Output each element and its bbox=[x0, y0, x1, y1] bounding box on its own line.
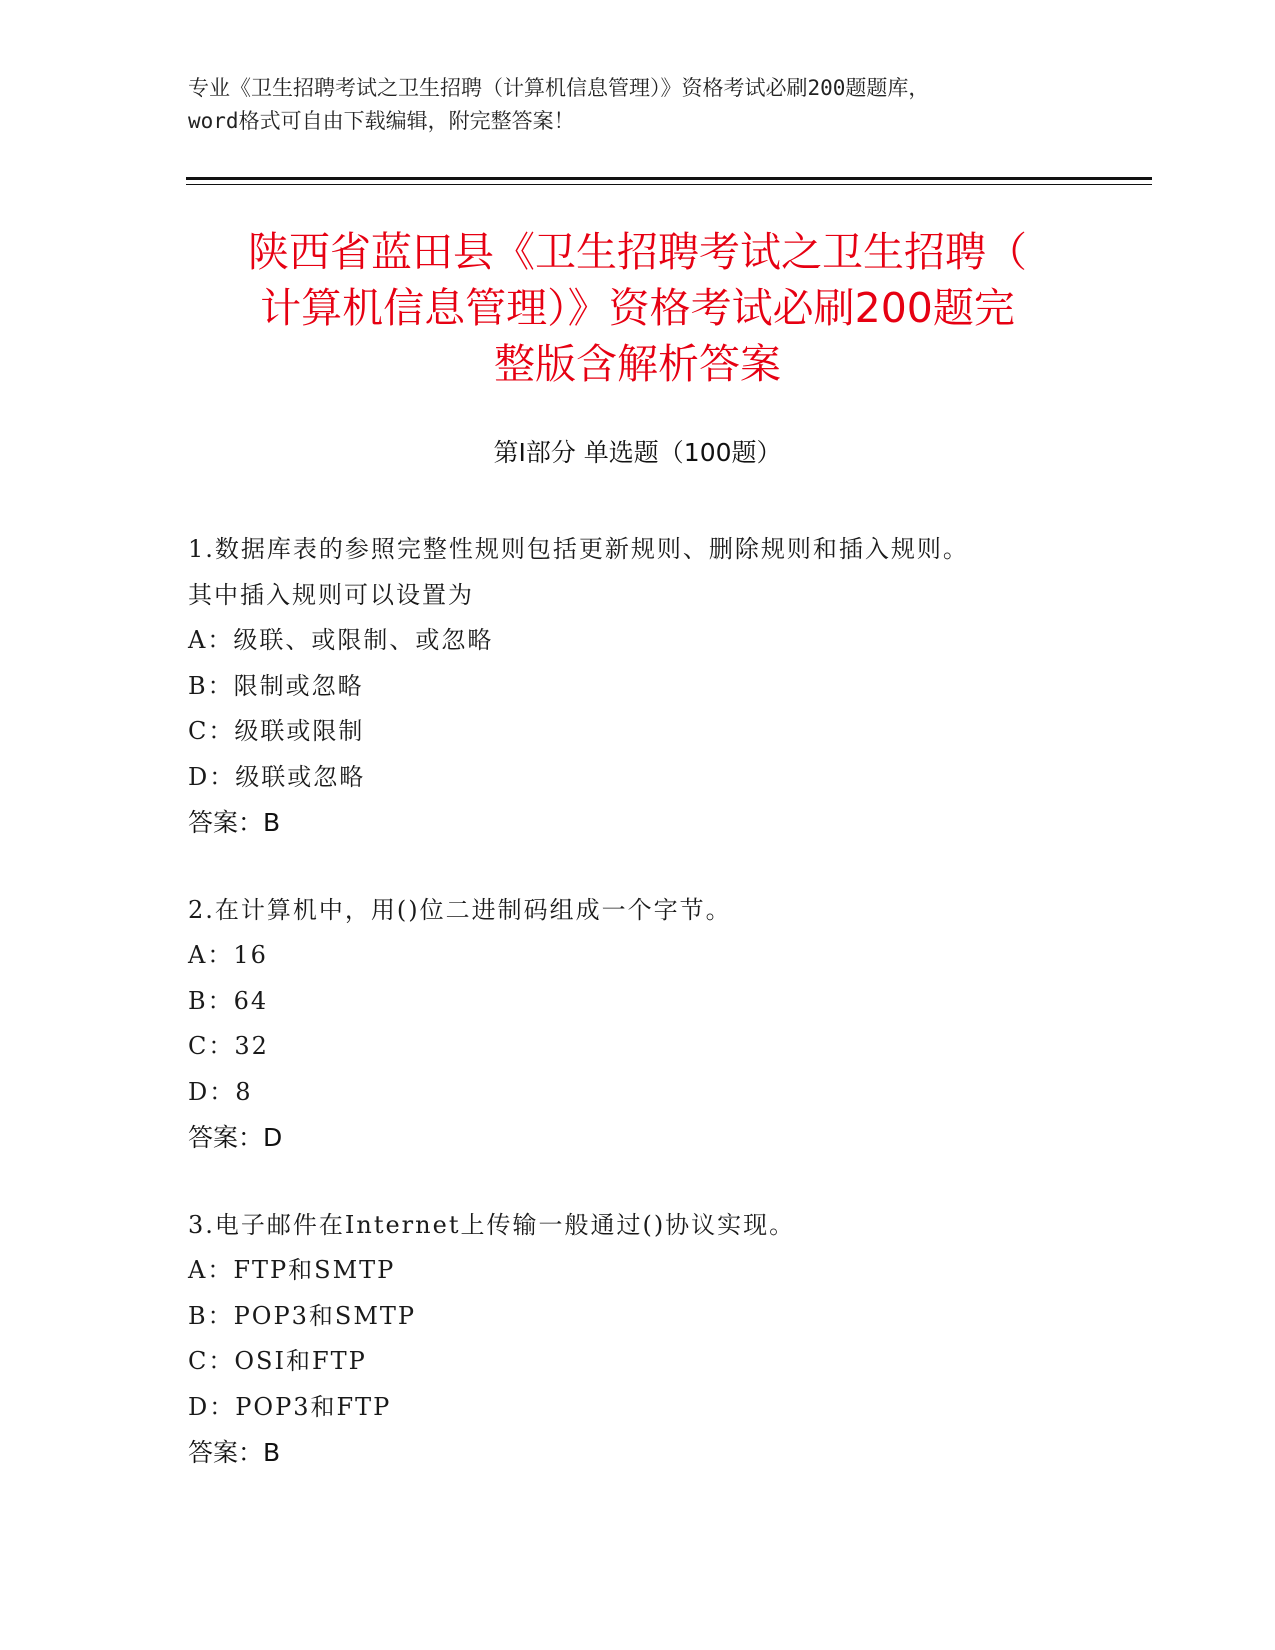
option-a bbox=[188, 618, 1148, 664]
option-text: POP3和SMTP bbox=[233, 1301, 417, 1330]
document-title-line: 整版含解析答案 bbox=[494, 340, 781, 388]
option-text: 级联或限制 bbox=[234, 717, 365, 745]
option-text: 限制或忽略 bbox=[233, 671, 364, 700]
header-note bbox=[188, 72, 1088, 138]
option-c bbox=[188, 1339, 1148, 1385]
header-note-line: word格式可自由下载编辑，附完整答案！ bbox=[188, 109, 575, 133]
option-key: B： bbox=[188, 671, 234, 700]
option-text: 16 bbox=[233, 941, 268, 969]
option-key: A： bbox=[188, 941, 234, 969]
option-key: D： bbox=[188, 762, 236, 791]
answer-label: 答案：B bbox=[188, 808, 281, 837]
option-d bbox=[188, 755, 1148, 801]
option-text: 64 bbox=[233, 986, 269, 1015]
option-a bbox=[188, 933, 1148, 979]
option-b bbox=[188, 1294, 1148, 1340]
option-text: 级联、或限制、或忽略 bbox=[233, 626, 494, 654]
document-title-line: 计算机信息管理）》资格考试必刷200题完 bbox=[260, 284, 1015, 332]
option-text: 32 bbox=[234, 1032, 269, 1060]
document-title bbox=[150, 224, 1125, 392]
option-text: POP3和FTP bbox=[235, 1392, 392, 1421]
option-key: A： bbox=[188, 626, 234, 654]
option-key: C： bbox=[188, 717, 235, 745]
option-d bbox=[188, 1070, 1148, 1116]
option-b bbox=[188, 979, 1148, 1025]
question-item bbox=[188, 527, 1148, 846]
question-stem: 3.电子邮件在Internet上传输一般通过()协议实现。 bbox=[188, 1210, 796, 1239]
header-note-line: 专业《卫生招聘考试之卫生招聘（计算机信息管理）》资格考试必刷200题题库， bbox=[188, 76, 930, 100]
question-item bbox=[188, 1203, 1148, 1476]
section-heading: 第Ⅰ部分 单选题（100题） bbox=[493, 438, 782, 467]
question-stem: 其中插入规则可以设置为 bbox=[188, 580, 474, 609]
option-text: FTP和SMTP bbox=[233, 1256, 396, 1284]
answer-label: 答案：D bbox=[188, 1123, 283, 1152]
option-text: 8 bbox=[235, 1077, 253, 1106]
option-text: OSI和FTP bbox=[234, 1347, 367, 1375]
answer-label: 答案：B bbox=[188, 1438, 281, 1467]
question-list bbox=[188, 527, 1148, 1518]
option-text: 级联或忽略 bbox=[235, 762, 366, 791]
option-b bbox=[188, 664, 1148, 710]
option-key: A： bbox=[188, 1256, 234, 1284]
option-key: D： bbox=[188, 1077, 236, 1106]
header-divider bbox=[186, 184, 1152, 185]
option-key: B： bbox=[188, 1301, 234, 1330]
option-c bbox=[188, 1024, 1148, 1070]
question-stem: 2.在计算机中，用()位二进制码组成一个字节。 bbox=[188, 895, 732, 924]
option-key: C： bbox=[188, 1032, 235, 1060]
question-stem: 1.数据库表的参照完整性规则包括更新规则、删除规则和插入规则。 bbox=[188, 535, 969, 563]
header-divider bbox=[186, 177, 1152, 180]
option-c bbox=[188, 709, 1148, 755]
question-item bbox=[188, 888, 1148, 1161]
option-key: D： bbox=[188, 1392, 236, 1421]
document-title-line: 陕西省蓝田县《卫生招聘考试之卫生招聘（ bbox=[248, 228, 1027, 276]
option-key: B： bbox=[188, 986, 234, 1015]
option-d bbox=[188, 1385, 1148, 1431]
option-key: C： bbox=[188, 1347, 235, 1375]
option-a bbox=[188, 1248, 1148, 1294]
